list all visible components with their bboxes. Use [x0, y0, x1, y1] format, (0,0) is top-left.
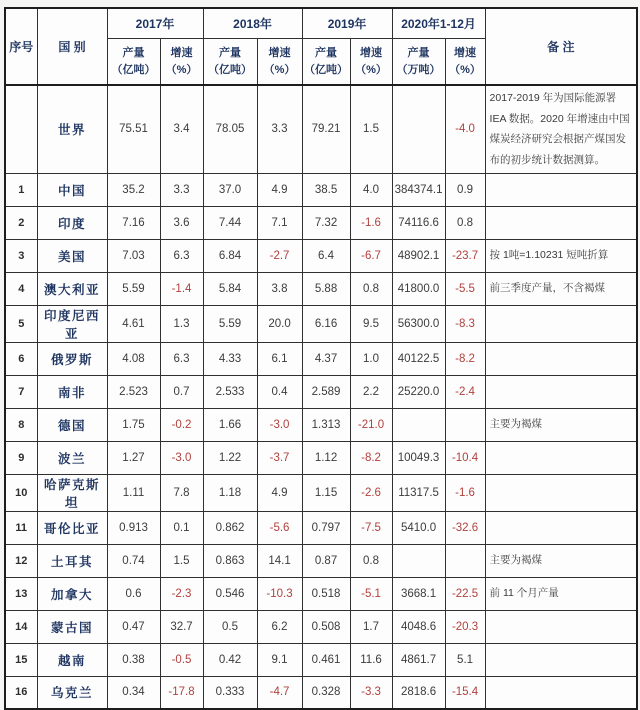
value-cell: 0.1 [160, 511, 203, 544]
value-cell: 3.3 [257, 85, 302, 173]
table-row [5, 474, 637, 511]
table-row [5, 375, 637, 408]
value-cell: 0.8 [350, 544, 392, 577]
value-cell: 4861.7 [392, 643, 445, 676]
value-cell: -32.6 [445, 511, 485, 544]
value-cell: -2.4 [445, 375, 485, 408]
country-name: 德国 [37, 408, 107, 441]
value-cell: 9.1 [257, 643, 302, 676]
value-cell: -15.4 [445, 676, 485, 709]
value-cell: 1.22 [203, 441, 257, 474]
row-number: 4 [5, 272, 37, 305]
country-name: 俄罗斯 [37, 342, 107, 375]
value-cell: 0.328 [302, 676, 350, 709]
value-cell: -2.6 [350, 474, 392, 511]
row-number: 7 [5, 375, 37, 408]
value-cell: 1.0 [350, 342, 392, 375]
note-cell [485, 173, 637, 206]
country-name: 澳大利亚 [37, 272, 107, 305]
value-cell: 0.34 [107, 676, 160, 709]
value-cell: 4.0 [350, 173, 392, 206]
row-number: 6 [5, 342, 37, 375]
value-cell: 11.6 [350, 643, 392, 676]
value-cell: 25220.0 [392, 375, 445, 408]
row-number: 12 [5, 544, 37, 577]
col-header-2017: 2017年 [107, 8, 203, 39]
note-cell: 前 11 个月产量 [485, 577, 637, 610]
table-row [5, 408, 637, 441]
value-cell: 7.8 [160, 474, 203, 511]
value-cell: 2.523 [107, 375, 160, 408]
value-cell: -8.3 [445, 305, 485, 342]
value-cell: 1.27 [107, 441, 160, 474]
table-row [5, 610, 637, 643]
value-cell: 3668.1 [392, 577, 445, 610]
value-cell: 1.15 [302, 474, 350, 511]
subheader-production-2020: 产量 （万吨） [392, 39, 445, 86]
row-number: 5 [5, 305, 37, 342]
value-cell: 6.4 [302, 239, 350, 272]
note-cell [485, 206, 637, 239]
table-row [5, 577, 637, 610]
row-number: 3 [5, 239, 37, 272]
table-row [5, 272, 637, 305]
value-cell: 0.8 [350, 272, 392, 305]
note-cell: 主要为褐煤 [485, 408, 637, 441]
value-cell: 1.5 [160, 544, 203, 577]
value-cell: 5.1 [445, 643, 485, 676]
value-cell: 3.8 [257, 272, 302, 305]
subheader-growth-2017: 增速 （%） [160, 39, 203, 86]
value-cell: 32.7 [160, 610, 203, 643]
value-cell: 5.88 [302, 272, 350, 305]
country-name: 世界 [37, 85, 107, 173]
note-cell [485, 676, 637, 709]
table-row [5, 239, 637, 272]
value-cell: 0.74 [107, 544, 160, 577]
value-cell: 40122.5 [392, 342, 445, 375]
value-cell: 6.16 [302, 305, 350, 342]
value-cell: 5.59 [203, 305, 257, 342]
value-cell: 2.2 [350, 375, 392, 408]
value-cell: 56300.0 [392, 305, 445, 342]
col-header-2019: 2019年 [302, 8, 392, 39]
value-cell: 1.18 [203, 474, 257, 511]
value-cell: -4.0 [445, 85, 485, 173]
value-cell: 0.7 [160, 375, 203, 408]
value-cell: -7.5 [350, 511, 392, 544]
value-cell: 5.59 [107, 272, 160, 305]
value-cell: 2.589 [302, 375, 350, 408]
value-cell: 5410.0 [392, 511, 445, 544]
country-name: 蒙古国 [37, 610, 107, 643]
value-cell: 1.5 [350, 85, 392, 173]
note-cell [485, 474, 637, 511]
value-cell: 4.37 [302, 342, 350, 375]
value-cell: -3.3 [350, 676, 392, 709]
value-cell: -3.0 [160, 441, 203, 474]
country-name: 美国 [37, 239, 107, 272]
value-cell: 7.1 [257, 206, 302, 239]
table-row [5, 173, 637, 206]
value-cell [392, 408, 445, 441]
table-row [5, 441, 637, 474]
value-cell: 0.863 [203, 544, 257, 577]
table-body [5, 85, 637, 709]
col-header-serial: 序号 [5, 8, 37, 85]
value-cell: -4.7 [257, 676, 302, 709]
note-cell [485, 643, 637, 676]
note-cell: 2017-2019 年为国际能源署 IEA 数据。2020 年增速由中国煤炭经济研究会根据产煤国发布的初步统计数据测算。 [485, 85, 637, 173]
value-cell: 4048.6 [392, 610, 445, 643]
value-cell: 0.9 [445, 173, 485, 206]
country-name: 哥伦比亚 [37, 511, 107, 544]
value-cell: 1.7 [350, 610, 392, 643]
row-number: 16 [5, 676, 37, 709]
value-cell: 2818.6 [392, 676, 445, 709]
value-cell: 0.4 [257, 375, 302, 408]
value-cell: -17.8 [160, 676, 203, 709]
row-number [5, 85, 37, 173]
value-cell: 6.3 [160, 239, 203, 272]
year-header-row [5, 8, 637, 39]
value-cell: 6.84 [203, 239, 257, 272]
country-name: 南非 [37, 375, 107, 408]
subheader-production-2018: 产量 （亿吨） [203, 39, 257, 86]
value-cell: -22.5 [445, 577, 485, 610]
value-cell [445, 408, 485, 441]
value-cell: -8.2 [445, 342, 485, 375]
row-number: 11 [5, 511, 37, 544]
value-cell: 7.44 [203, 206, 257, 239]
value-cell: 4.33 [203, 342, 257, 375]
value-cell: -2.3 [160, 577, 203, 610]
col-header-note: 备 注 [485, 8, 637, 85]
value-cell: 0.333 [203, 676, 257, 709]
value-cell: 11317.5 [392, 474, 445, 511]
value-cell: 35.2 [107, 173, 160, 206]
value-cell: 4.61 [107, 305, 160, 342]
row-number: 2 [5, 206, 37, 239]
country-name: 印度尼西亚 [37, 305, 107, 342]
table-header [5, 8, 637, 85]
note-cell [485, 610, 637, 643]
value-cell: -20.3 [445, 610, 485, 643]
table-row [5, 544, 637, 577]
table-row [5, 206, 637, 239]
country-name: 越南 [37, 643, 107, 676]
country-name: 波兰 [37, 441, 107, 474]
value-cell: 0.508 [302, 610, 350, 643]
coal-production-table [4, 7, 638, 710]
value-cell: 20.0 [257, 305, 302, 342]
value-cell [392, 85, 445, 173]
value-cell: 1.12 [302, 441, 350, 474]
value-cell: 79.21 [302, 85, 350, 173]
value-cell: 3.4 [160, 85, 203, 173]
value-cell: 14.1 [257, 544, 302, 577]
value-cell: 6.2 [257, 610, 302, 643]
table-row [5, 85, 637, 173]
value-cell: -6.7 [350, 239, 392, 272]
table-row [5, 511, 637, 544]
value-cell: 0.47 [107, 610, 160, 643]
value-cell: -1.4 [160, 272, 203, 305]
value-cell: 41800.0 [392, 272, 445, 305]
row-number: 10 [5, 474, 37, 511]
country-name: 加拿大 [37, 577, 107, 610]
value-cell: -3.0 [257, 408, 302, 441]
value-cell: -10.4 [445, 441, 485, 474]
country-name: 乌克兰 [37, 676, 107, 709]
note-cell: 前三季度产量，不含褐煤 [485, 272, 637, 305]
note-cell [485, 375, 637, 408]
value-cell: 48902.1 [392, 239, 445, 272]
subheader-growth-2018: 增速 （%） [257, 39, 302, 86]
value-cell: 78.05 [203, 85, 257, 173]
row-number: 9 [5, 441, 37, 474]
value-cell: 0.42 [203, 643, 257, 676]
value-cell: 0.546 [203, 577, 257, 610]
value-cell: 4.9 [257, 474, 302, 511]
note-cell: 主要为褐煤 [485, 544, 637, 577]
value-cell: 74116.6 [392, 206, 445, 239]
value-cell: 4.9 [257, 173, 302, 206]
value-cell: 7.16 [107, 206, 160, 239]
value-cell: -0.2 [160, 408, 203, 441]
value-cell: -3.7 [257, 441, 302, 474]
note-cell [485, 511, 637, 544]
subheader-production-2017: 产量 （亿吨） [107, 39, 160, 86]
value-cell: -5.6 [257, 511, 302, 544]
value-cell: 0.8 [445, 206, 485, 239]
value-cell: -5.5 [445, 272, 485, 305]
note-cell [485, 441, 637, 474]
table-row [5, 342, 637, 375]
value-cell: 3.3 [160, 173, 203, 206]
row-number: 8 [5, 408, 37, 441]
value-cell: 384374.1 [392, 173, 445, 206]
value-cell: 37.0 [203, 173, 257, 206]
value-cell: 0.518 [302, 577, 350, 610]
value-cell: -23.7 [445, 239, 485, 272]
row-number: 13 [5, 577, 37, 610]
value-cell: -1.6 [350, 206, 392, 239]
value-cell: 1.75 [107, 408, 160, 441]
value-cell: 38.5 [302, 173, 350, 206]
row-number: 15 [5, 643, 37, 676]
value-cell: 75.51 [107, 85, 160, 173]
value-cell: -8.2 [350, 441, 392, 474]
table-row [5, 643, 637, 676]
note-cell [485, 342, 637, 375]
value-cell: 1.11 [107, 474, 160, 511]
table-row [5, 305, 637, 342]
value-cell [392, 544, 445, 577]
subheader-production-2019: 产量 （亿吨） [302, 39, 350, 86]
value-cell: 3.6 [160, 206, 203, 239]
subheader-growth-2019: 增速 （%） [350, 39, 392, 86]
value-cell: -1.6 [445, 474, 485, 511]
value-cell: -2.7 [257, 239, 302, 272]
note-cell [485, 305, 637, 342]
value-cell: -21.0 [350, 408, 392, 441]
country-name: 土耳其 [37, 544, 107, 577]
value-cell: 0.6 [107, 577, 160, 610]
value-cell: 0.913 [107, 511, 160, 544]
note-cell: 按 1吨=1.10231 短吨折算 [485, 239, 637, 272]
value-cell: 4.08 [107, 342, 160, 375]
value-cell: 0.797 [302, 511, 350, 544]
row-number: 14 [5, 610, 37, 643]
country-name: 印度 [37, 206, 107, 239]
value-cell: 5.84 [203, 272, 257, 305]
subheader-growth-2020: 增速 （%） [445, 39, 485, 86]
value-cell [445, 544, 485, 577]
value-cell: 0.5 [203, 610, 257, 643]
country-name: 哈萨克斯坦 [37, 474, 107, 511]
row-number: 1 [5, 173, 37, 206]
value-cell: 6.3 [160, 342, 203, 375]
table-row [5, 676, 637, 709]
col-header-2020: 2020年1-12月 [392, 8, 485, 39]
value-cell: 0.461 [302, 643, 350, 676]
country-name: 中国 [37, 173, 107, 206]
value-cell: 6.1 [257, 342, 302, 375]
value-cell: 1.66 [203, 408, 257, 441]
value-cell: 9.5 [350, 305, 392, 342]
value-cell: -0.5 [160, 643, 203, 676]
value-cell: 10049.3 [392, 441, 445, 474]
value-cell: 0.87 [302, 544, 350, 577]
value-cell: 7.03 [107, 239, 160, 272]
value-cell: 0.862 [203, 511, 257, 544]
value-cell: 1.3 [160, 305, 203, 342]
value-cell: -5.1 [350, 577, 392, 610]
col-header-2018: 2018年 [203, 8, 302, 39]
value-cell: -10.3 [257, 577, 302, 610]
value-cell: 0.38 [107, 643, 160, 676]
value-cell: 7.32 [302, 206, 350, 239]
col-header-country: 国 别 [37, 8, 107, 85]
value-cell: 1.313 [302, 408, 350, 441]
value-cell: 2.533 [203, 375, 257, 408]
